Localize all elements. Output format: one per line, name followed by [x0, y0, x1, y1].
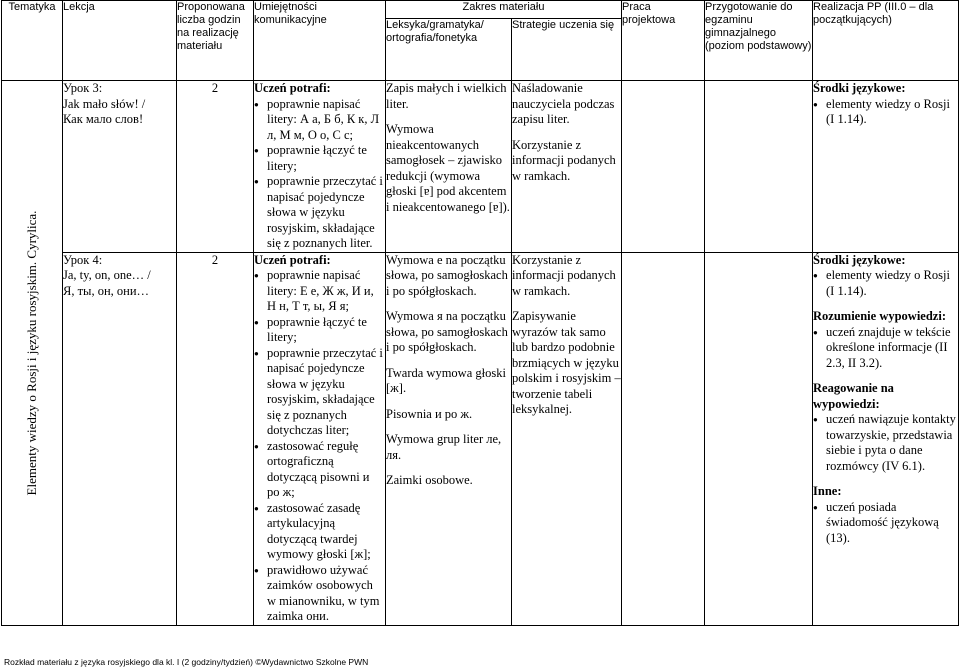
realizacja-head: Inne:: [813, 484, 842, 498]
header-zakres: Zakres materiału: [386, 1, 622, 19]
skills-head: Uczeń potrafi:: [254, 252, 331, 267]
lesson-line: Jak mało słów! /: [63, 96, 146, 111]
strategie-item: Naśladowanie nauczyciela podczas zapisu liter.: [512, 81, 615, 126]
skill-item: ● poprawnie przeczytać i napisać pojedyncze słowa w języku rosyjskim, składające się z poznanych liter.: [254, 174, 385, 252]
skill-item: ● poprawnie przeczytać i napisać pojedyncze słowa w języku rosyjskim, składające się z poznanych dotychczas liter;: [254, 346, 385, 439]
realizacja-item: ● uczeń posiada świadomość językową (13).: [813, 500, 958, 547]
leksyka-cell: [386, 81, 512, 253]
lesson-line: Урок 3:: [63, 81, 103, 95]
strategie-cell: [512, 81, 622, 253]
skill-item: ● poprawnie łączyć te litery;: [254, 315, 385, 346]
leksyka-item: Wymowa grup liter ле, ля.: [386, 432, 502, 462]
page-footer: Rozkład materiału z języka rosyjskiego dla kl. I (2 godziny/tydzień) ©Wydawnictwo Szkolne PWN: [4, 657, 369, 667]
hours-cell: 2: [177, 252, 254, 625]
skill-item: ● zastosować zasadę artykulacyjną dotyczącą twardej wymowy głoski [ж];: [254, 501, 385, 563]
header-tematyka: Tematyka: [2, 1, 63, 81]
realizacja-head: Środki językowe:: [813, 81, 906, 95]
topic-cell: [2, 81, 63, 626]
skills-cell: [254, 252, 386, 625]
header-lekcja: Lekcja: [63, 1, 177, 81]
leksyka-item: Pisownia и po ж.: [386, 406, 473, 421]
realizacja-item: ● elementy wiedzy o Rosji (I 1.14).: [813, 268, 958, 299]
praca-cell: [622, 252, 705, 625]
przygotowanie-cell: [705, 81, 813, 253]
lesson-line: Как мало слов!: [63, 112, 144, 126]
leksyka-item: Zapis małych i wielkich liter.: [386, 81, 507, 111]
leksyka-item: Wymowa е na początku słowa, po samogłoskach i po spółgłoskach.: [386, 252, 508, 298]
skill-item: ● poprawnie napisać litery: Е е, Ж ж, И и, Н н, Т т, ы, Я я;: [254, 268, 385, 315]
strategie-cell: [512, 252, 622, 625]
lesson-line: Ja, ty, on, one… /: [63, 268, 151, 282]
realizacja-head: Środki językowe:: [813, 252, 906, 267]
skills-head: Uczeń potrafi:: [254, 81, 331, 95]
realizacja-item: ● uczeń nawiązuje kontakty towarzyskie, przedstawia siebie i pyta o dane rozmówcy (IV 6.1).: [813, 412, 958, 474]
skills-cell: [254, 81, 386, 253]
realizacja-head: Rozumienie wypowiedzi:: [813, 309, 946, 323]
lesson-cell: [63, 81, 177, 253]
realizacja-head: Reagowanie na wypowiedzi:: [813, 381, 894, 411]
leksyka-item: Twarda wymowa głoski [ж].: [386, 365, 506, 395]
realizacja-item: ● elementy wiedzy o Rosji (I 1.14).: [813, 97, 958, 128]
header-liczba-godzin: Proponowana liczba godzin na realizację materiału: [177, 1, 254, 81]
leksyka-item: Zaimki osobowe.: [386, 473, 473, 487]
realizacja-item: ● uczeń znajduje w tekście określone informacje (II 2.3, II 3.2).: [813, 325, 958, 372]
skill-item: ● zastosować regułę ortograficzną dotyczącą pisowni и po ж;: [254, 439, 385, 501]
strategie-item: Zapisywanie wyrazów tak samo lub bardzo podobnie brzmiących w języku polskim i rosyjskim – tworzenie tabeli leksykalnej.: [512, 309, 621, 416]
lesson-plan-table: [1, 0, 959, 626]
leksyka-cell: [386, 252, 512, 625]
lesson-line: Я, ты, он, они…: [63, 283, 150, 298]
header-leksyka: Leksyka/gramatyka/ ortografia/fonetyka: [386, 19, 512, 81]
header-umiejetnosci: Umiejętności komunikacyjne: [254, 1, 386, 81]
skill-item: ● poprawnie łączyć te litery;: [254, 143, 385, 174]
lesson-cell: [63, 252, 177, 625]
strategie-item: Korzystanie z informacji podanych w ramkach.: [512, 252, 616, 298]
lesson-line: Урок 4:: [63, 252, 103, 267]
realizacja-cell: [813, 252, 959, 625]
skill-item: ● poprawnie napisać litery: А а, Б б, К к, Л л, М м, О о, С с;: [254, 97, 385, 144]
header-realizacja: Realizacja PP (III.0 – dla początkujących): [813, 1, 959, 81]
strategie-item: Korzystanie z informacji podanych w ramkach.: [512, 137, 616, 183]
leksyka-item: Wymowa я na początku słowa, po samogłoskach i po spółgłoskach.: [386, 309, 508, 354]
header-praca: Praca projektowa: [622, 1, 705, 81]
header-strategie: Strategie uczenia się: [512, 19, 622, 81]
leksyka-item: Wymowa nieakcentowanych samogłosek – zjawisko redukcji (wymowa głoski [ɐ] pod akcentem i nieakcentowanego [ɐ]).: [386, 122, 510, 214]
praca-cell: [622, 81, 705, 253]
skill-item: ● prawidłowo używać zaimków osobowych w mianowniku, w tym zaimka они.: [254, 563, 385, 625]
przygotowanie-cell: [705, 252, 813, 625]
realizacja-cell: [813, 81, 959, 253]
header-przygotowanie: Przygotowanie do egzaminu gimnazjalnego (poziom podstawowy): [705, 1, 813, 81]
hours-cell: 2: [177, 81, 254, 253]
topic-text: Elementy wiedzy o Rosji i języku rosyjskim. Cyrylica.: [24, 210, 39, 496]
